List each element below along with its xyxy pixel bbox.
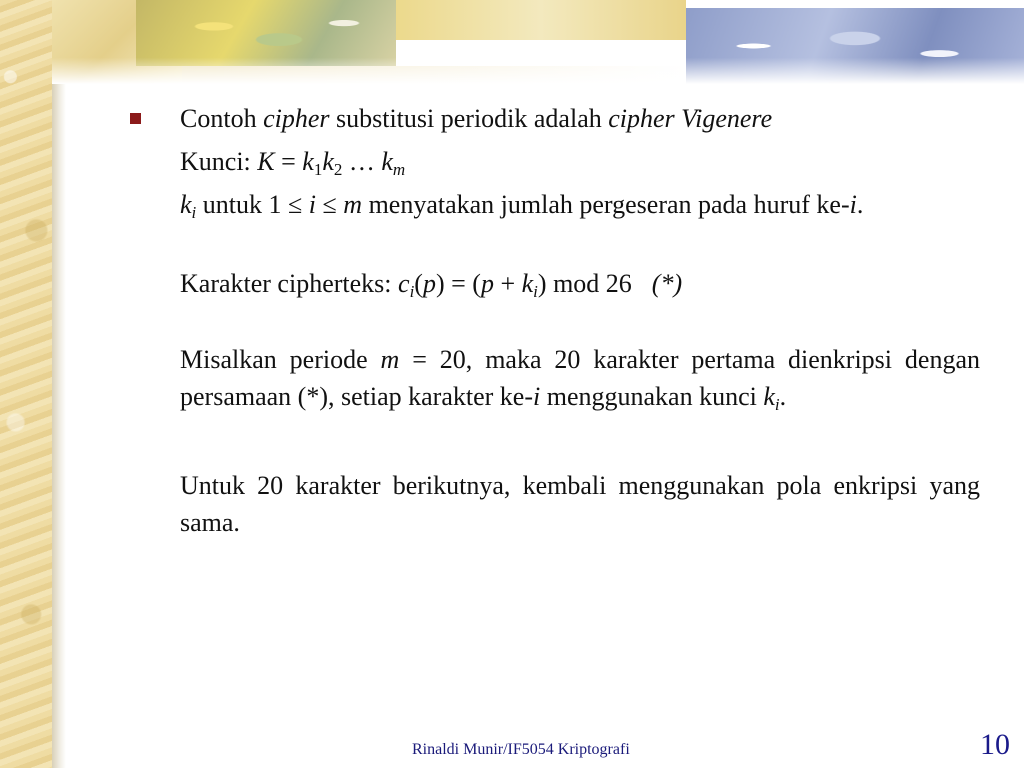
key-k2: k — [322, 147, 334, 176]
page-number: 10 — [980, 728, 1010, 761]
intro-term-cipher: cipher — [263, 104, 330, 133]
key-sub2: 2 — [333, 160, 343, 179]
key-km: k — [381, 147, 393, 176]
cf-sub-i2: i — [533, 282, 538, 301]
kd-end: . — [856, 190, 864, 219]
example-paragraph — [180, 341, 980, 415]
key-k1: k — [302, 147, 314, 176]
cf-mod: ) mod 26 — [537, 269, 632, 298]
key-subm: m — [392, 160, 406, 179]
key-label: Kunci: — [180, 147, 258, 176]
banner-tile — [396, 0, 686, 40]
ex-t1: Misalkan periode — [180, 345, 381, 374]
ex-i: i — [532, 382, 541, 411]
cf-p2: p — [480, 269, 494, 298]
key-var: K — [257, 147, 275, 176]
intro-lead: Contoh — [180, 104, 264, 133]
ex-t3: menggunakan kunci — [540, 382, 764, 411]
footer-credit: Rinaldi Munir/IF5054 Kriptografi — [412, 741, 630, 758]
key-sub1: 1 — [313, 160, 323, 179]
cf-open: ( — [414, 269, 423, 298]
key-eq: = — [274, 147, 303, 176]
next-paragraph: Untuk 20 karakter berikutnya, kembali menggunakan pola enkripsi yang sama. — [180, 471, 980, 537]
cf-star: (*) — [651, 269, 683, 298]
cf-sub-i: i — [409, 282, 415, 301]
left-strip-shadow — [52, 0, 66, 768]
intro-line — [180, 100, 772, 137]
key-description — [180, 186, 980, 223]
left-decorative-strip — [0, 0, 52, 768]
banner-fade — [52, 40, 1024, 84]
ex-m: m — [380, 345, 400, 374]
cf-eq: ) = ( — [435, 269, 481, 298]
key-dots: … — [342, 147, 382, 176]
intro-mid: substitusi periodik adalah — [329, 104, 609, 133]
top-decorative-banner — [52, 0, 1024, 84]
kd-k: k — [180, 190, 192, 219]
cf-plus: + — [493, 269, 522, 298]
ex-t2: = 20, maka 20 karakter pertama dienkripsi dengan persamaan (*), setiap karakter ke- — [180, 345, 980, 411]
slide-content — [128, 100, 980, 541]
cf-label: Karakter cipherteks: — [180, 269, 399, 298]
ex-end: . — [779, 382, 787, 411]
kd-i: i — [308, 190, 317, 219]
kd-m: m — [343, 190, 363, 219]
cf-c: c — [398, 269, 410, 298]
ex-k: k — [763, 382, 775, 411]
bullet-square-icon — [128, 100, 180, 137]
kd-sub: i — [191, 203, 197, 222]
cipher-formula — [180, 265, 980, 302]
kd-text1: untuk 1 ≤ — [196, 190, 309, 219]
kd-text3: menyatakan jumlah pergeseran pada huruf ke- — [362, 190, 850, 219]
ex-sub-i: i — [774, 395, 780, 414]
kd-text2: ≤ — [316, 190, 344, 219]
cf-k: k — [521, 269, 534, 298]
cf-p: p — [422, 269, 436, 298]
intro-term-vigenere: cipher Vigenere — [608, 104, 773, 133]
key-line — [180, 143, 980, 180]
bullet-item — [128, 100, 980, 137]
kd-i2: i — [849, 190, 857, 219]
